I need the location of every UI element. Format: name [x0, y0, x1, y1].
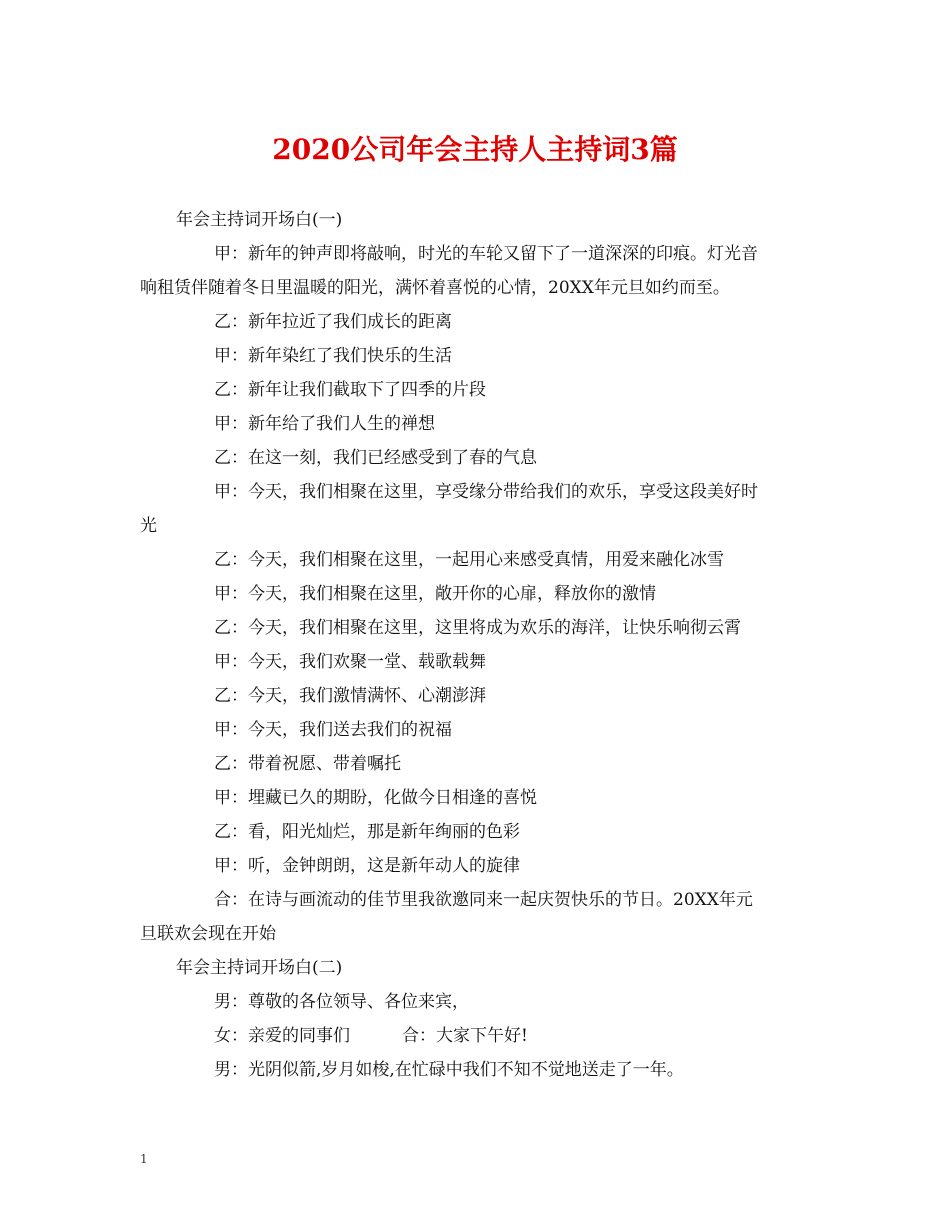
paragraph-line: 甲：新年的钟声即将敲响，时光的车轮又留下了一道深深的印痕。灯光音	[214, 244, 758, 264]
paragraph-line: 合：在诗与画流动的佳节里我欲邀同来一起庆贺快乐的节日。20XX年元	[214, 890, 753, 910]
paragraph-line: 乙：看，阳光灿烂，那是新年绚丽的色彩	[214, 822, 520, 842]
paragraph-line: 甲：今天，我们送去我们的祝福	[214, 720, 452, 740]
paragraph-line: 旦联欢会现在开始	[140, 924, 276, 944]
paragraph-line: 甲：今天，我们相聚在这里，享受缘分带给我们的欢乐，享受这段美好时	[214, 482, 758, 502]
paragraph-line: 乙：今天，我们相聚在这里，这里将成为欢乐的海洋，让快乐响彻云霄	[214, 618, 741, 638]
paragraph-line: 乙：新年拉近了我们成长的距离	[214, 312, 452, 332]
paragraph-line: 光	[140, 516, 157, 536]
speaker-line-together: 合：大家下午好!	[402, 1026, 528, 1046]
paragraph-line: 乙：今天，我们相聚在这里，一起用心来感受真情，用爱来融化冰雪	[214, 550, 724, 570]
paragraph-line: 甲：听，金钟朗朗，这是新年动人的旋律	[214, 856, 520, 876]
speaker-line-female: 女：亲爱的同事们	[214, 1026, 350, 1046]
paragraph-line: 乙：新年让我们截取下了四季的片段	[214, 380, 486, 400]
paragraph-line: 乙：在这一刻，我们已经感受到了春的气息	[214, 448, 537, 468]
paragraph-line: 甲：埋藏已久的期盼，化做今日相逢的喜悦	[214, 788, 537, 808]
document-title: 2020公司年会主持人主持词3篇	[272, 133, 678, 166]
page-number: 1	[140, 1152, 148, 1166]
section-heading-2: 年会主持词开场白(二)	[176, 958, 343, 978]
paragraph-line: 乙：今天，我们激情满怀、心潮澎湃	[214, 686, 486, 706]
paragraph-line: 甲：今天，我们欢聚一堂、载歌载舞	[214, 652, 486, 672]
paragraph-line: 乙：带着祝愿、带着嘱托	[214, 754, 401, 774]
paragraph-line: 响租赁伴随着冬日里温暖的阳光，满怀着喜悦的心情，20XX年元旦如约而至。	[140, 278, 730, 298]
paragraph-line: 甲：新年给了我们人生的禅想	[214, 414, 435, 434]
paragraph-line: 甲：新年染红了我们快乐的生活	[214, 346, 452, 366]
paragraph-line: 男：尊敬的各位领导、各位来宾，	[214, 992, 469, 1012]
paragraph-line: 男：光阴似箭,岁月如梭,在忙碌中我们不知不觉地送走了一年。	[214, 1060, 684, 1080]
section-heading-1: 年会主持词开场白(一)	[176, 210, 343, 230]
paragraph-line	[214, 1026, 528, 1046]
paragraph-line: 甲：今天，我们相聚在这里，敞开你的心扉，释放你的激情	[214, 584, 656, 604]
